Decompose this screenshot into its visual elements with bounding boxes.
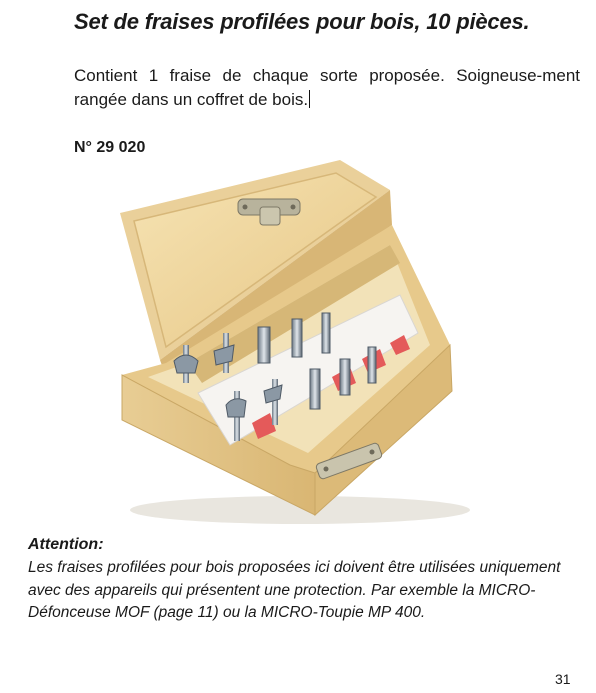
product-description bbox=[74, 64, 580, 112]
router-bit bbox=[322, 313, 330, 353]
product-photo-router-bit-box bbox=[100, 155, 480, 535]
text-cursor bbox=[309, 90, 310, 108]
attention-heading: Attention: bbox=[28, 536, 104, 553]
article-number: N° 29 020 bbox=[74, 139, 146, 156]
router-bit bbox=[310, 369, 320, 409]
description-text: Contient 1 fraise de chaque sorte proposée. Soigneuse-ment rangée dans un coffret de bois. bbox=[74, 66, 580, 109]
router-bit bbox=[340, 359, 350, 395]
router-bit bbox=[258, 327, 270, 363]
attention-text: Les fraises profilées pour bois proposées ici doivent être utilisées uniquement avec des appareils qui présentent une protection. Par exemble la MICRO-Défonceuse MOF (page 11) ou la MICRO-Toupie MP 400. bbox=[28, 559, 561, 621]
router-bit bbox=[368, 347, 376, 383]
page-title: Set de fraises profilées pour bois, 10 pièces. bbox=[74, 9, 530, 34]
page-number: 31 bbox=[555, 671, 571, 687]
router-bit bbox=[292, 319, 302, 357]
